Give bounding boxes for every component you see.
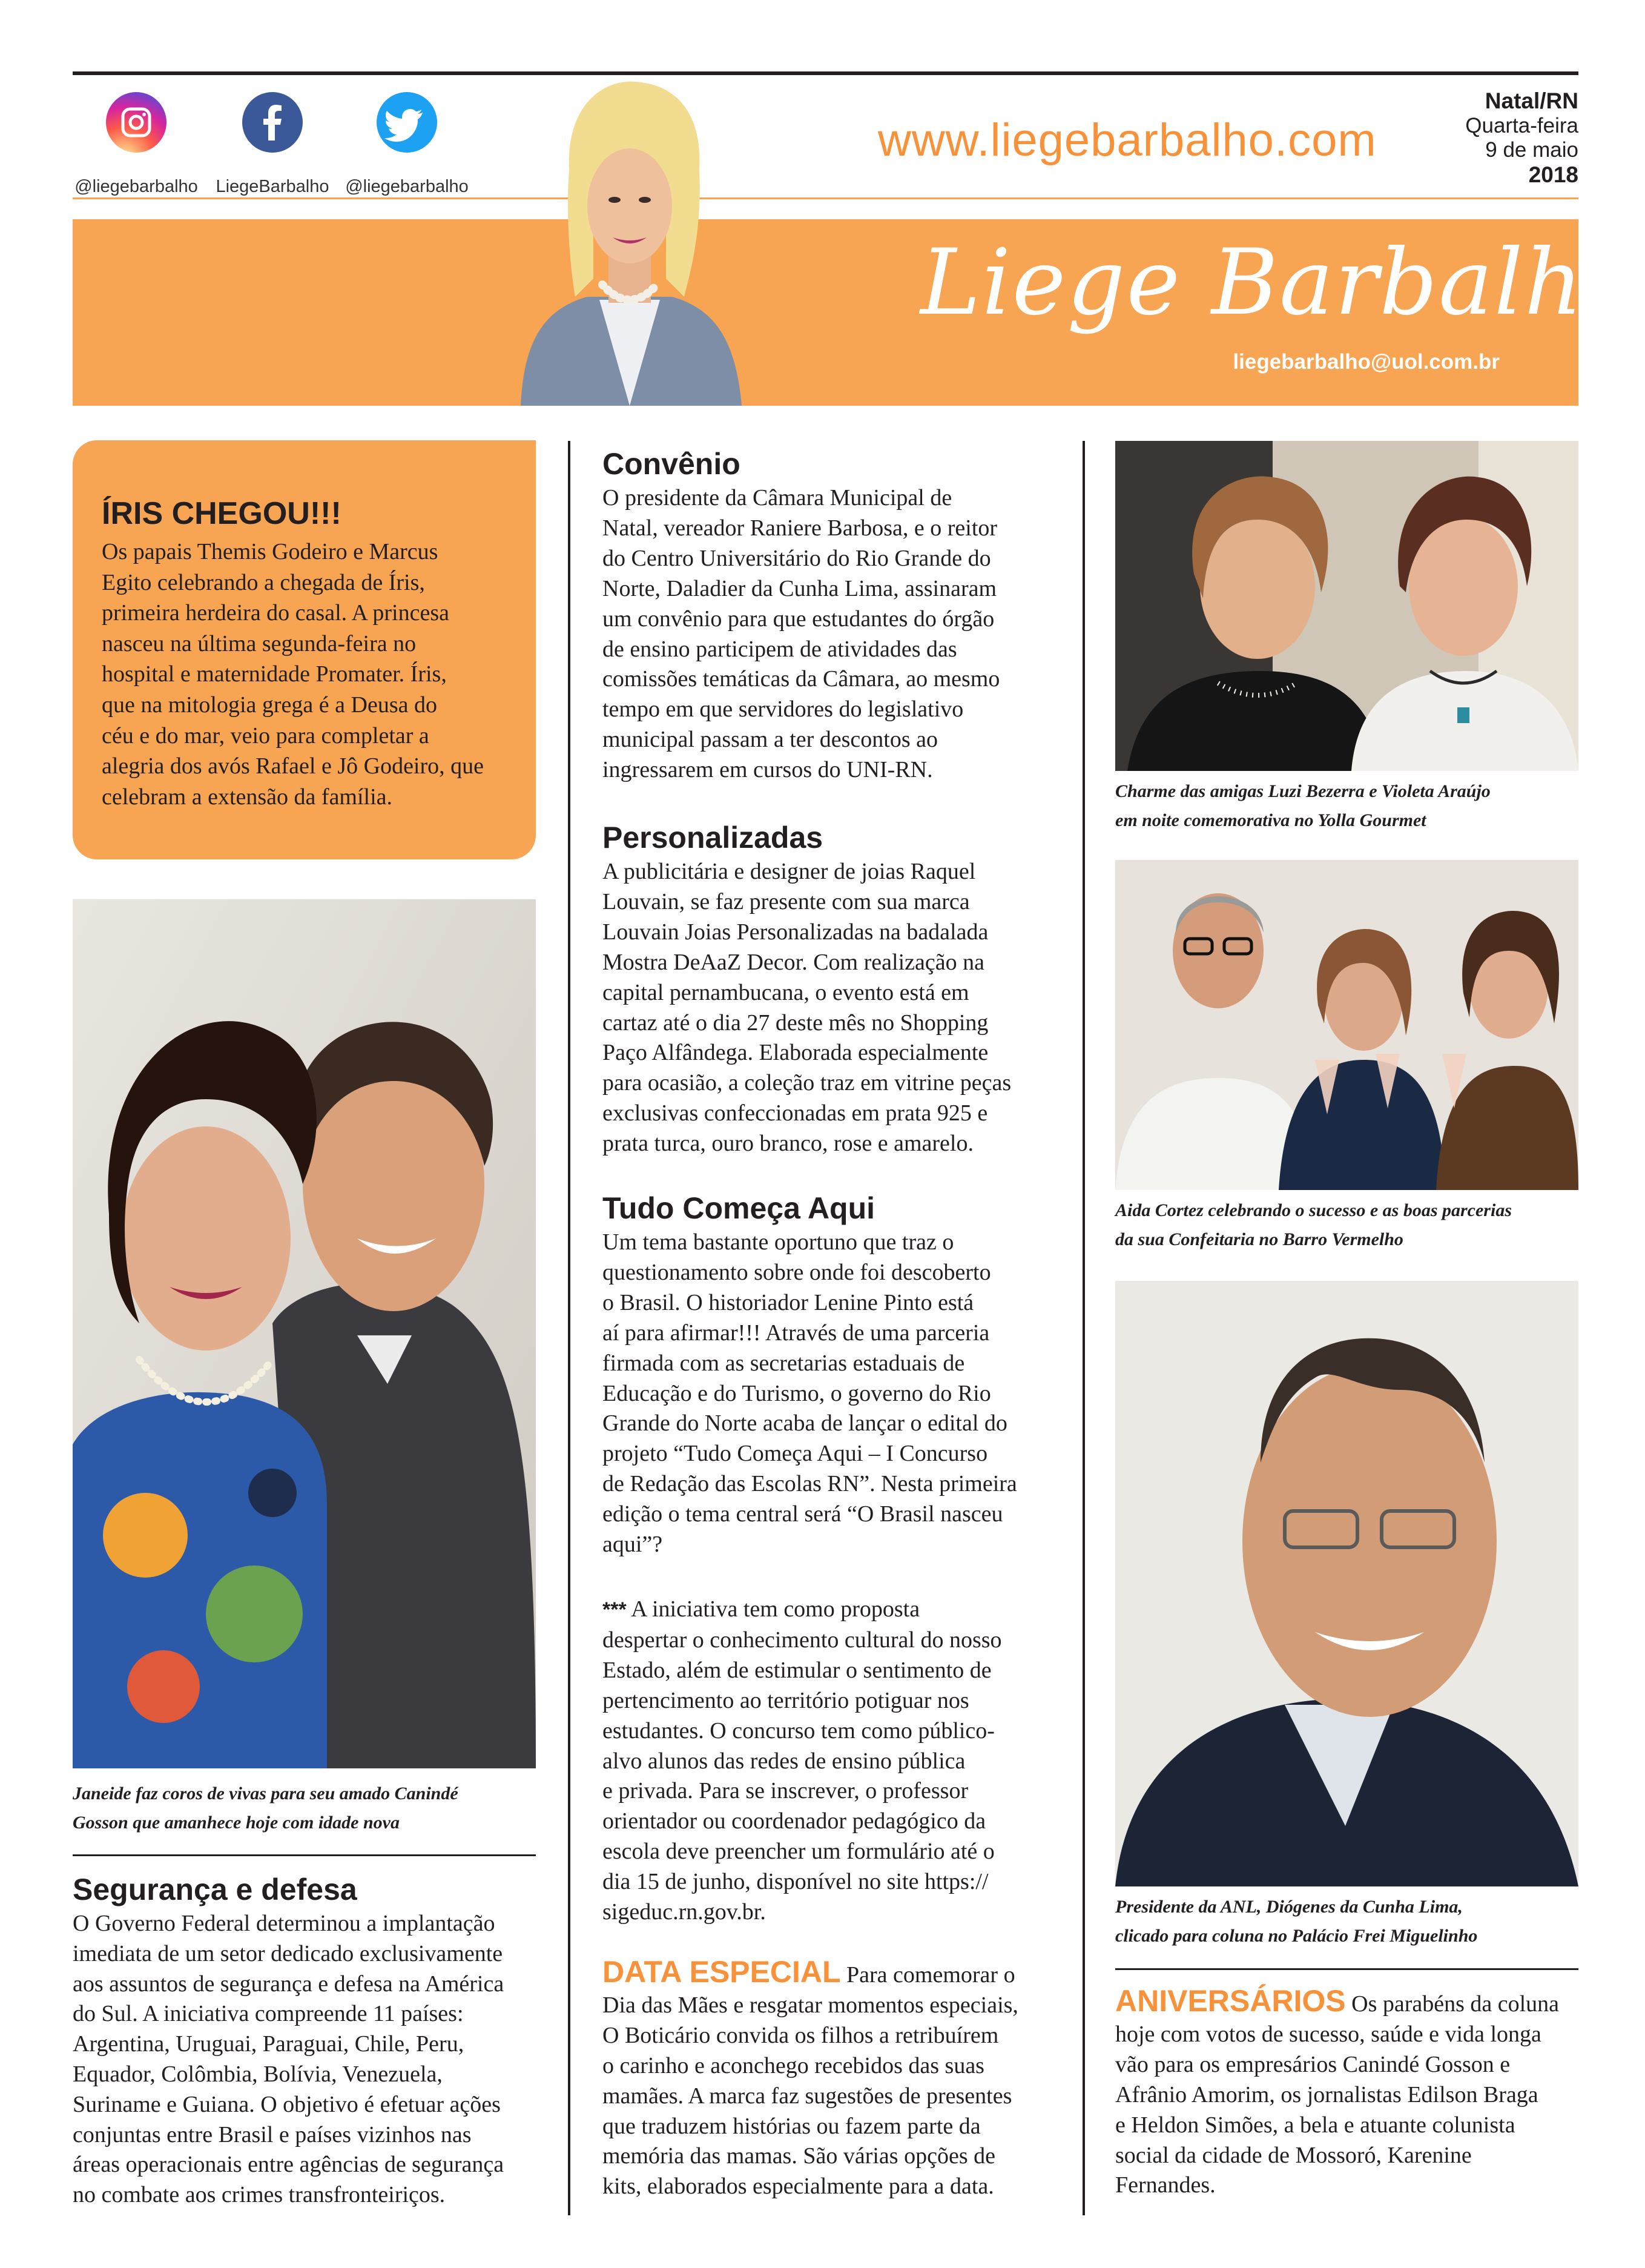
personalizadas-heading: Personalizadas <box>602 821 823 855</box>
edition-info <box>1465 88 1578 188</box>
instagram-icon <box>106 92 166 153</box>
email-address[interactable]: liegebarbalho@uol.com.br <box>1233 350 1500 374</box>
aniversarios-article: ANIVERSÁRIOS Os parabéns da coluna hoje com votos de sucesso, saúde e vida longa vão para os empresários Canindé Gosson e Afrânio Amorim, os jornalistas Edilson Braga e Heldon Simões, a bela e atuante colunista social da cidade de Mossoró, Karenine Fernandes. <box>1115 1984 1560 2198</box>
edition-weekday: Quarta-feira <box>1465 114 1578 137</box>
masthead-title: Liege Barbalho <box>920 230 1640 336</box>
facebook-handle: LiegeBarbalho <box>216 177 329 196</box>
twitter-link[interactable] <box>322 92 492 197</box>
toast-photo <box>1115 860 1578 1190</box>
convenio-article: O presidente da Câmara Municipal de Natal, vereador Raniere Barbosa, e o reitor do Centro Universitário do Rio Grande do Norte, Daladier da Cunha Lima, assinaram um convênio para que estudantes do órgão de ensino participem de atividades das comissões temáticas da Câmara, ao mesmo tempo em que servidores do legislativo municipal passam a ter descontos ao ingressarem em cursos do UNI-RN. <box>602 485 1000 783</box>
tudo-comeca-aqui-article: Um tema bastante oportuno que traz o questionamento sobre onde foi descoberto o Brasil. O historiador Lenine Pinto está aí para afirmar!!! Através de uma parceria firmada com as secretarias estaduais de Educação e do Turismo, o governo do Rio Grande do Norte acaba de lançar o edital do projeto “Tudo Começa Aqui – I Concurso de Redação das Escolas RN”. Nesta primeira edição o tema central será “O Brasil nasceu aqui”? <box>602 1229 1017 1558</box>
toast-photo-caption: Aida Cortez celebrando o sucesso e as boas parcerias da sua Confeitaria no Barro Vermelho <box>1115 1200 1512 1249</box>
couple-photo-caption: Janeide faz coros de vivas para seu amado Canindé Gosson que amanhece hoje com idade nova <box>73 1784 458 1833</box>
friends-photo-caption: Charme das amigas Luzi Bezerra e Violeta Araújo em noite comemorativa no Yolla Gourmet <box>1115 781 1491 830</box>
edition-date: 9 de maio <box>1485 138 1578 162</box>
column-divider-2 <box>1083 441 1085 2215</box>
twitter-handle: @liegebarbalho <box>345 177 469 196</box>
column-divider-1 <box>568 441 570 2215</box>
top-rule <box>73 71 1578 75</box>
president-photo-caption: Presidente da ANL, Diógenes da Cunha Lima, clicado para coluna no Palácio Frei Miguelinho <box>1115 1897 1478 1946</box>
header-accent-line <box>73 197 1578 199</box>
iniciativa-article: *** A iniciativa tem como proposta despertar o conhecimento cultural do nosso Estado, além de estimular o sentimento de pertencimento ao território potiguar nos estudantes. O concurso tem como público- alvo alunos das redes de ensino pública e privada. Para se inscrever, o professor orientador ou coordenador pedagógico da escola deve preencher um formulário até o dia 15 de junho, disponível no site https:// sigeduc.rn.gov.br. <box>602 1596 1002 1925</box>
tudo-comeca-aqui-heading: Tudo Começa Aqui <box>602 1191 875 1225</box>
personalizadas-article: A publicitária e designer de joias Raquel Louvain, se faz presente com sua marca Louvain Joias Personalizadas na badalada Mostra DeAaZ Decor. Com realização na capital pernambucana, o evento está em cartaz até o dia 27 deste mês no Shopping Paço Alfândega. Elaborada especialmente para ocasião, a coleção traz em vitrine peças exclusivas confeccionadas em prata 925 e prata turca, ouro branco, rose e amarelo. <box>602 859 1012 1157</box>
data-especial-article: DATA ESPECIAL Para comemorar o Dia das Mães e resgatar momentos especiais, O Boticário convida os filhos a retribuírem o carinho e aconchego recebidos das suas mamães. A marca faz sugestões de presentes que traduzem histórias ou fazem parte da memória das mamas. São várias opções de kits, elaborados especialmente para a data. <box>602 1955 1018 2200</box>
columnist-portrait <box>509 79 751 406</box>
facebook-icon <box>242 92 303 153</box>
edition-year: 2018 <box>1528 162 1578 187</box>
section-rule-col3 <box>1115 1968 1578 1970</box>
seguranca-heading: Segurança e defesa <box>73 1873 357 1906</box>
edition-city: Natal/RN <box>1485 88 1578 113</box>
seguranca-article: O Governo Federal determinou a implantação imediata de um setor dedicado exclusivamente aos assuntos de segurança e defesa na América do Sul. A iniciativa compreende 11 países: Argentina, Uruguai, Paraguai, Chile, Peru, Equador, Colômbia, Bolívia, Venezuela, Suriname e Guiana. O objetivo é efetuar ações conjuntas entre Brasil e países vizinhos nas áreas operacionais entre agências de segurança no combate aos crimes transfronteiriços. <box>73 1911 504 2208</box>
iris-heading: ÍRIS CHEGOU!!! <box>102 496 341 531</box>
friends-photo <box>1115 441 1578 771</box>
website-link[interactable]: www.liegebarbalho.com <box>878 114 1377 166</box>
president-photo <box>1115 1281 1578 1886</box>
convenio-heading: Convênio <box>602 447 740 481</box>
data-especial-heading: DATA ESPECIAL <box>602 1955 841 1989</box>
section-rule-col1 <box>73 1854 536 1856</box>
aniversarios-heading: ANIVERSÁRIOS <box>1115 1984 1346 2018</box>
iris-article: Os papais Themis Godeiro e Marcus Egito celebrando a chegada de Íris, primeira herdeira do casal. A princesa nasceu na última segunda-feira no hospital e maternidade Promater. Íris, que na mitologia grega é a Deusa do céu e do mar, veio para completar a alegria dos avós Rafael e Jô Godeiro, que celebram a extensão da família. <box>102 539 484 810</box>
couple-photo <box>73 899 536 1768</box>
instagram-handle: @liegebarbalho <box>74 177 198 196</box>
twitter-icon <box>377 92 437 153</box>
